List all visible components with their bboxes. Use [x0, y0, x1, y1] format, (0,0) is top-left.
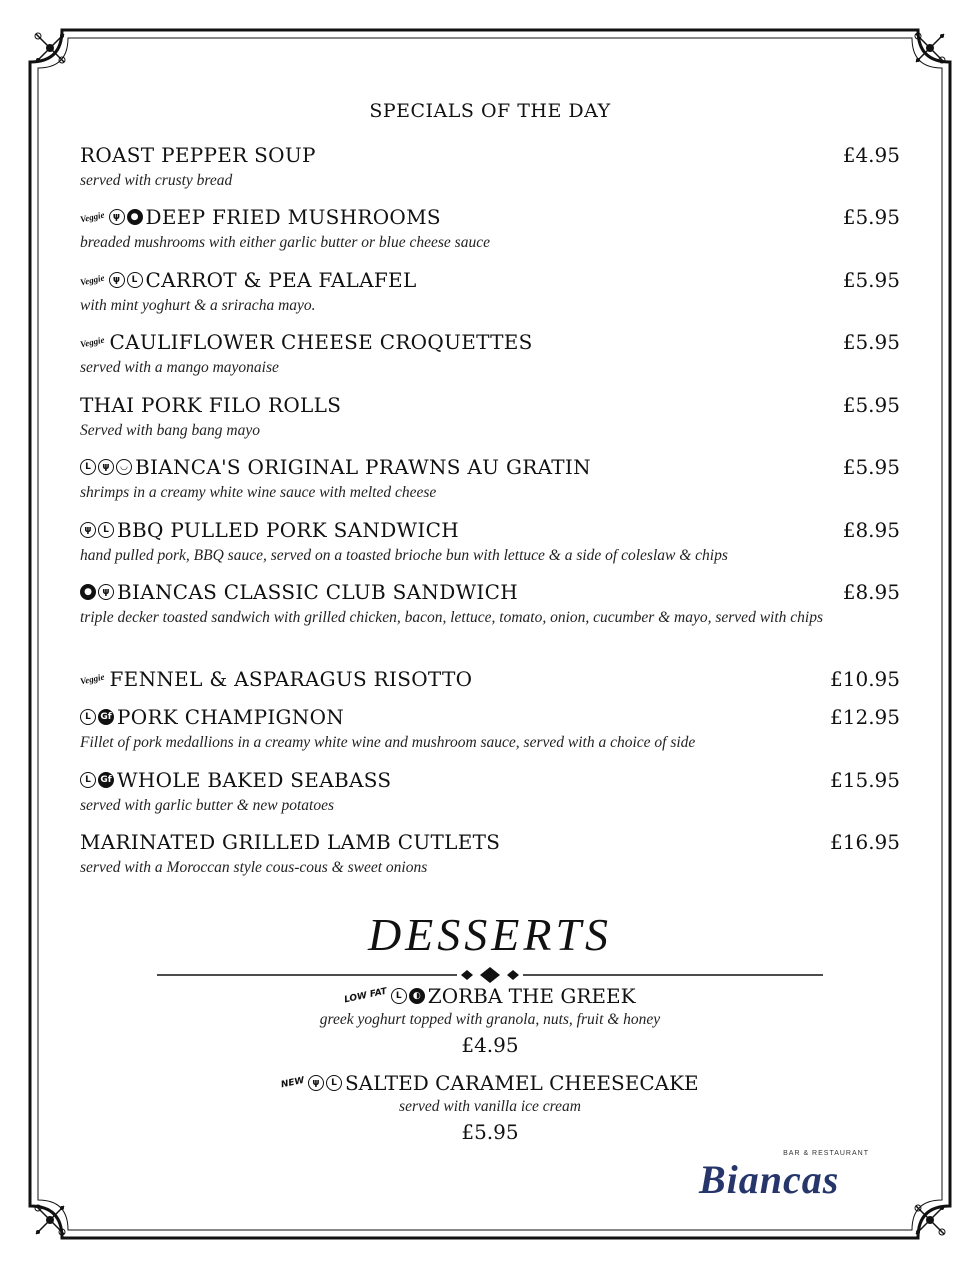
item-price: £5.95	[842, 268, 900, 292]
allergen-icons	[80, 272, 143, 288]
menu-item	[80, 329, 900, 380]
item-name: BBQ PULLED PORK SANDWICH	[117, 518, 459, 542]
item-description: shrimps in a creamy white wine sauce with melted cheese	[80, 484, 437, 501]
milk-icon: L	[326, 1075, 342, 1091]
desserts-title: DESSERTS	[367, 909, 613, 960]
allergen-icons	[391, 988, 425, 1004]
corner-ornament-icon	[30, 1200, 70, 1240]
corner-ornament-icon	[910, 28, 950, 68]
veggie-badge: Veggie	[79, 272, 106, 288]
item-name: DEEP FRIED MUSHROOMS	[145, 205, 441, 229]
dessert-item	[0, 1070, 980, 1144]
milk-icon: L	[80, 709, 96, 725]
dessert-tag: NEW	[280, 1075, 306, 1091]
wheat-icon: ψ	[98, 584, 114, 600]
wheat-icon: ψ	[109, 272, 125, 288]
allergen-icons	[80, 209, 143, 225]
corner-ornament-icon	[30, 28, 70, 68]
corner-ornament-icon	[910, 1200, 950, 1240]
dessert-item	[0, 983, 980, 1057]
item-name: THAI PORK FILO ROLLS	[80, 393, 342, 417]
item-description: hand pulled pork, BBQ sauce, served on a toasted brioche bun with lettuce & a side of coleslaw & chips	[80, 547, 728, 564]
item-description: served with a mango mayonaise	[80, 359, 279, 376]
veggie-badge: Veggie	[79, 671, 106, 687]
milk-icon: L	[391, 988, 407, 1004]
menu-item	[80, 767, 900, 818]
item-price: £16.95	[830, 830, 900, 854]
item-description: served with garlic butter & new potatoes	[80, 797, 335, 814]
item-name: BIANCAS CLASSIC CLUB SANDWICH	[117, 580, 518, 604]
menu-item	[80, 829, 900, 880]
item-description: with mint yoghurt & a sriracha mayo.	[80, 297, 316, 314]
veggie-badge: Veggie	[79, 334, 106, 350]
veggie-badge: Veggie	[79, 209, 106, 225]
dessert-price: £5.95	[461, 1120, 519, 1144]
item-price: £10.95	[830, 667, 900, 691]
milk-icon: L	[127, 272, 143, 288]
item-price: £5.95	[842, 455, 900, 479]
divider	[157, 966, 823, 984]
item-description: Served with bang bang mayo	[80, 422, 260, 439]
menu-item	[80, 267, 900, 318]
item-price: £5.95	[842, 205, 900, 229]
section-title: SPECIALS OF THE DAY	[369, 100, 611, 122]
item-name: PORK CHAMPIGNON	[117, 705, 345, 729]
item-price: £5.95	[842, 393, 900, 417]
item-name: ROAST PEPPER SOUP	[80, 143, 316, 167]
allergen-icons	[80, 584, 114, 600]
milk-icon: L	[80, 459, 96, 475]
item-name: MARINATED GRILLED LAMB CUTLETS	[80, 830, 501, 854]
dessert-heading	[344, 984, 635, 1008]
allergen-icons	[80, 459, 132, 475]
item-price: £5.95	[842, 330, 900, 354]
logo	[695, 1150, 875, 1206]
menu-item	[80, 204, 900, 255]
item-description: Fillet of pork medallions in a creamy white wine and mushroom sauce, served with a choice of side	[80, 734, 696, 751]
item-name: CARROT & PEA FALAFEL	[145, 268, 417, 292]
item-description: served with a Moroccan style cous-cous & sweet onions	[80, 859, 428, 876]
item-price: £8.95	[842, 580, 900, 604]
item-description: served with crusty bread	[80, 172, 233, 189]
milk-icon: L	[80, 772, 96, 788]
allergen-icons	[308, 1075, 342, 1091]
item-price: £15.95	[830, 768, 900, 792]
item-name: CAULIFLOWER CHEESE CROQUETTES	[109, 330, 533, 354]
logo-subtitle: BAR & RESTAURANT	[783, 1150, 869, 1157]
egg-icon: ●	[80, 584, 96, 600]
allergen-icons	[79, 334, 107, 350]
item-description: triple decker toasted sandwich with grilled chicken, bacon, lettuce, tomato, onion, cucumber & mayo, served with chips	[80, 609, 823, 626]
item-price: £8.95	[842, 518, 900, 542]
menu-item	[80, 517, 900, 568]
item-name: BIANCA'S ORIGINAL PRAWNS AU GRATIN	[135, 455, 591, 479]
dessert-description: greek yoghurt topped with granola, nuts, fruit & honey	[319, 1011, 661, 1028]
crustacean-icon: ◡	[116, 459, 132, 475]
dessert-tag: LOW FAT	[343, 986, 389, 1006]
allergen-icons	[80, 522, 114, 538]
wheat-icon: ψ	[308, 1075, 324, 1091]
allergen-icons	[80, 709, 114, 725]
dessert-description: served with vanilla ice cream	[399, 1098, 581, 1115]
nut-icon: ◐	[409, 988, 425, 1004]
menu-item	[80, 454, 900, 505]
wheat-icon: ψ	[109, 209, 125, 225]
allergen-icons	[80, 772, 114, 788]
egg-icon: ●	[127, 209, 143, 225]
gluten-free-icon: Gf	[98, 709, 114, 725]
dessert-price: £4.95	[461, 1033, 519, 1057]
menu-item	[80, 704, 900, 755]
item-price: £4.95	[842, 143, 900, 167]
menu-item	[80, 666, 900, 692]
item-description: breaded mushrooms with either garlic butter or blue cheese sauce	[80, 234, 490, 251]
item-name: WHOLE BAKED SEABASS	[117, 768, 392, 792]
menu-item	[80, 392, 900, 443]
wheat-icon: ψ	[98, 459, 114, 475]
item-name: FENNEL & ASPARAGUS RISOTTO	[109, 667, 473, 691]
allergen-icons	[79, 671, 107, 687]
dessert-name: ZORBA THE GREEK	[427, 984, 636, 1008]
logo-name: Biancas	[699, 1157, 840, 1202]
menu-item	[80, 142, 900, 193]
gluten-free-icon: Gf	[98, 772, 114, 788]
dessert-name: SALTED CARAMEL CHEESECAKE	[344, 1071, 699, 1095]
item-price: £12.95	[830, 705, 900, 729]
dessert-heading	[281, 1071, 698, 1095]
wheat-icon: ψ	[80, 522, 96, 538]
menu-item	[80, 579, 900, 630]
milk-icon: L	[98, 522, 114, 538]
